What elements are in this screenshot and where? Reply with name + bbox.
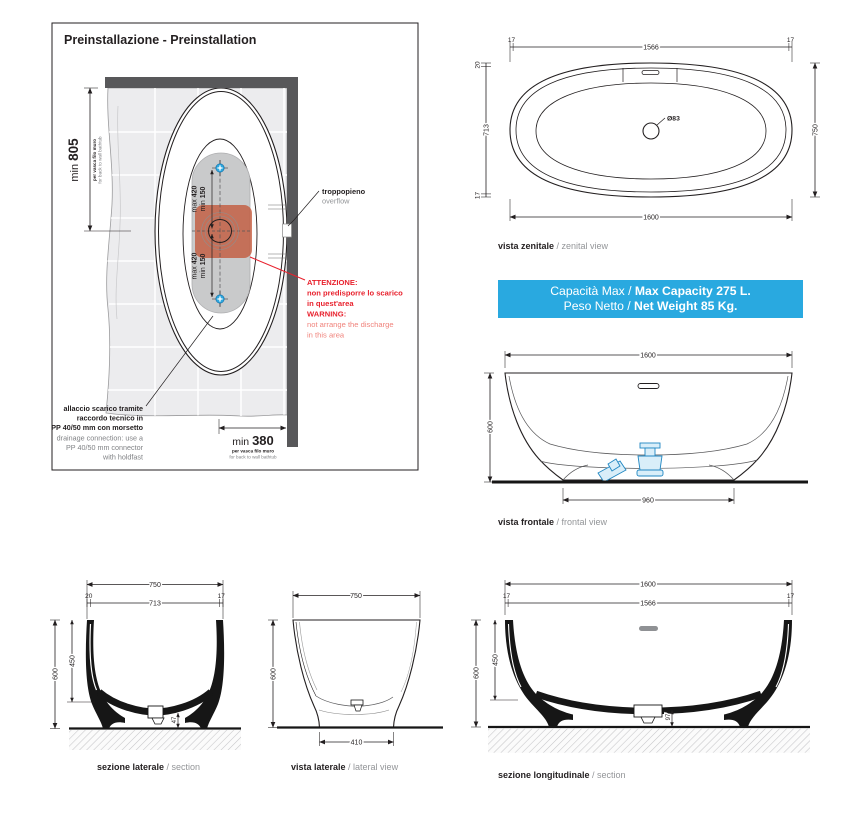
dim-height [484,373,494,482]
dim-rim-right: 17 [786,37,795,44]
dim-rim-left: 17 [507,37,516,44]
attention-title-it: ATTENZIONE: [307,278,358,287]
warning-line2-en: in this area [307,330,345,340]
bathtub-front-view [492,373,808,482]
dim-height-label: 600 [473,667,481,679]
overflow-label-it: troppopieno [322,187,366,196]
dim-width-label: 750 [149,581,161,589]
dim-top-row [508,37,795,62]
wall-side-band [287,77,298,447]
drain-note-en1: drainage connection: use a [56,433,143,443]
capacity-label-it: Capacità Max / [550,284,635,298]
drain-note-it3: PP 40/50 mm con morsetto [51,423,143,433]
dim-rim-row [503,593,795,607]
weight-line [564,299,738,314]
dim-rim-top: 20 [474,61,482,69]
dim-min-380-label: min 380 [232,433,274,448]
lateral-view-panel [263,572,463,787]
drain-note-en2: PP 40/50 mm connector [66,443,143,452]
zone-max-label-upper: max 420 [191,185,199,213]
caption: vista zenitale / zenital view [498,241,609,251]
overflow-slot [639,626,658,631]
dim-width-label: 750 [812,124,820,136]
longitudinal-section-panel [466,568,841,803]
capacity-value-en: Max Capacity 275 L. [634,284,751,298]
ground-hatch [488,729,810,753]
siphon-cup [638,456,662,470]
dim-height [50,620,60,729]
bathtub-side-view [277,620,443,728]
drain-fitting [148,706,163,718]
frontal-view-panel [468,338,843,533]
dim-height-label: 600 [52,668,60,680]
dim-depth-label: 450 [69,655,77,667]
caption: sezione longitudinale / section [498,770,626,780]
tub-silhouette [293,620,420,728]
right-wall-section [185,620,224,729]
panel-title: Preinstallazione - Preinstallation [64,33,257,47]
dim-rim-row [85,593,225,607]
warning-title-en: WARNING: [307,309,347,319]
wall-top-band [105,77,298,88]
dim-clearance-label: 47 [172,716,179,724]
caption: vista frontale / frontal view [498,517,608,527]
dim-height-label: 600 [487,421,495,433]
dim-height [268,620,278,728]
overflow-outlet [283,224,292,237]
dim-base-label: 410 [350,739,363,747]
overflow-slot [642,71,659,75]
caption: vista laterale / lateral view [291,762,399,772]
drain-fitting [634,705,662,717]
dim-inner-length: 1566 [640,600,656,608]
dim-depth-label: 450 [492,654,500,666]
dim-clearance [172,713,178,728]
dim-inner-width: 713 [149,600,161,608]
dim-min-380-note-it: per vasca filo muro [231,448,275,454]
overflow-slot [638,384,659,389]
dim-length-label: 1600 [643,214,659,222]
attention-line2-it: in quest'area [307,299,354,308]
drain-outlet [641,717,655,723]
bathtub-top-view [510,63,792,197]
caption: sezione laterale / section [97,762,201,772]
dim-clearance-label: 97 [666,713,673,721]
zenital-view-panel [468,18,838,268]
dim-length [505,351,792,368]
drain-flange [640,443,660,448]
dim-min-805-label: min 805 [66,138,81,182]
drain-note-en3: with holdfast [103,452,143,462]
drain-tailpiece [645,448,655,456]
dim-left-column [475,61,492,199]
dim-length [502,580,792,615]
drain-fitting [351,700,363,705]
zone-min-label-upper: min 150 [200,186,207,212]
dim-height [471,620,481,727]
dim-width-right [810,63,820,197]
capacity-banner [498,280,803,318]
lateral-section-panel [45,572,260,787]
drain-outlet [152,718,164,724]
dim-rim-back: 17 [217,593,225,600]
ground-hatch [69,730,241,750]
weight-label-it: Peso Netto / [563,299,635,313]
preinstallation-panel [40,14,430,484]
drain-note-it1: allaccio scarico tramite [63,404,143,413]
drain-diameter-label: Ø83 [667,115,680,123]
drain-note-it2: raccordo tecnico in [76,413,143,423]
dim-width [293,591,420,618]
siphon-cap [637,470,663,476]
warning-line1-en: not arrange the discharge [307,320,394,329]
dim-inner-width: 713 [483,124,491,136]
dim-rim-front: 20 [85,593,93,600]
dim-inner-length: 1566 [643,44,659,52]
dim-min-380-note-en: for back to wall bathtub [229,454,277,460]
dim-min-805-note-en: for back to wall bathtub [97,136,103,184]
tub-section [488,620,810,753]
tub-section [69,620,241,750]
attention-line1-it: non predisporre lo scarico [307,288,403,298]
zone-min-label-lower: min 150 [200,253,207,279]
capacity-line [550,284,751,299]
dim-rim-bottom: 17 [474,191,482,200]
dim-base-label: 960 [642,497,654,505]
dim-width-label: 750 [350,592,362,600]
overflow-label-en: overflow [322,196,350,206]
dim-min-805-note-it: per vasca filo muro [92,138,97,182]
weight-value-en: Net Weight 85 Kg. [634,299,738,313]
zone-max-label-lower: max 420 [191,252,199,280]
dim-length-label: 1600 [640,352,656,360]
dim-base [563,488,734,504]
dim-rim-right: 17 [786,593,795,600]
dim-rim-left: 17 [502,593,511,600]
dim-length-label: 1600 [640,581,656,589]
dim-base [320,732,394,746]
dim-height-label: 600 [270,668,278,680]
dim-length-bottom [510,199,792,221]
